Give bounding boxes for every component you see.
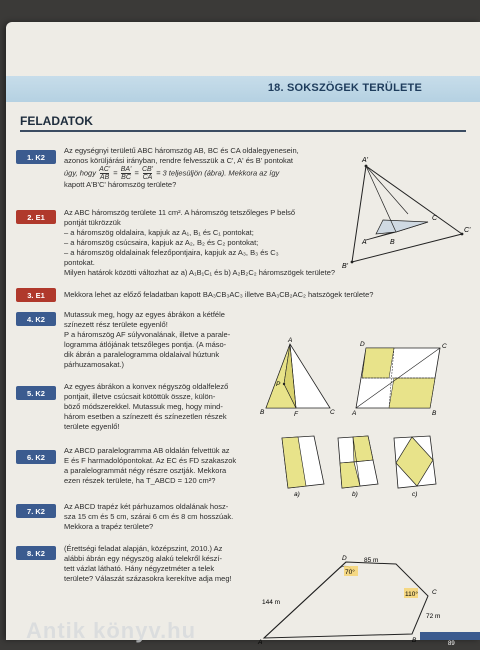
page-number-tab: 89 <box>420 632 480 640</box>
svg-text:A: A <box>258 639 263 646</box>
svg-text:b): b) <box>352 491 358 498</box>
task-badge: 1. K2 <box>16 150 56 164</box>
task-text: (Érettségi feladat alapján, középszint, 2010.) Az alábbi ábrán egy négyszög alakú telekről készí- tett vázlat látható. Hány négyzetméter a telek területe? Válaszát százasokra kerekítve adja meg! <box>64 544 232 583</box>
svg-text:D: D <box>360 341 365 348</box>
svg-text:B: B <box>260 409 265 416</box>
task-badge: 3. E1 <box>16 288 56 302</box>
svg-text:F: F <box>294 411 298 418</box>
land-plot-figure <box>256 554 456 644</box>
watermark-text: Antik könyv.hu <box>26 618 197 643</box>
svg-text:B: B <box>432 410 437 417</box>
task-badge: 6. K2 <box>16 450 56 464</box>
triangle-median-figure <box>260 338 340 418</box>
section-title: FELADATOK <box>20 114 93 128</box>
task-badge: 7. K2 <box>16 504 56 518</box>
svg-text:144 m: 144 m <box>262 599 281 606</box>
svg-text:C: C <box>442 343 447 350</box>
svg-text:C: C <box>330 409 335 416</box>
task-text: Az egységnyi területű ABC háromszög AB, BC és CA oldalegyenesein, azonos körüljárási irányban, rendre felvesszük a C', A' és B' pontokat úgy, hogy $\frac{AC'}{AB}$ = $\frac{BA'}{BC}$ = $\frac{CB'}{CA}$ = 3 teljesüljön (ábra). Mekkora az így kapott A'B'C' háromszög területe? <box>64 146 299 189</box>
textbook-page <box>6 22 480 647</box>
task-badge: 8. K2 <box>16 546 56 560</box>
vertex-label: C <box>432 215 438 222</box>
svg-text:110°: 110° <box>405 591 418 598</box>
quadrilateral-figure-b <box>334 434 386 496</box>
quadrilateral-figure-c <box>390 434 444 496</box>
quadrilateral-figure-a <box>276 434 330 496</box>
chapter-title: 18. SOKSZÖGEK TERÜLETE <box>267 82 422 94</box>
task-text: Az egyes ábrákon a konvex négyszög oldalfelező pontjait, illetve csúcsait kötöttük össze, külön- böző módszerekkel. Mutassuk meg, hogy mind- három esetben a színezett és színezetlen részek területe egyenlő! <box>64 382 229 431</box>
svg-text:A: A <box>352 410 357 417</box>
task-text: Mekkora lehet az előző feladatban kapott BA₃CB₃AC₃ illetve BA₃CB₂AC₂ hatszögek területe? <box>64 290 374 299</box>
task-text: Mutassuk meg, hogy az egyes ábrákon a kétféle színezett rész területe egyenlő! P a háromszög AF súlyvonalának, illetve a parale- logramma átlójának tetszőleges pontja. (A máso- dik ábrán a paralelogramma oldalaival húztunk párhuzamosakat.) <box>64 310 231 369</box>
svg-text:C: C <box>432 589 437 596</box>
svg-text:B: B <box>412 637 417 644</box>
svg-text:P: P <box>276 381 281 388</box>
svg-text:85 m: 85 m <box>364 557 379 564</box>
vertex-label: B <box>390 239 395 246</box>
section-divider <box>20 130 466 132</box>
vertex-label: A' <box>362 157 369 164</box>
task-text: Az ABCD paralelogramma AB oldalán felvettük az E és F harmadolópontokat. Az EC és FD szakaszok a paralelogrammát négy részre osztják. Mekkora ezen részek területe, ha T_ABCD = 120 cm²? <box>64 446 237 485</box>
svg-text:70°: 70° <box>345 569 355 576</box>
task-text: Az ABC háromszög területe 11 cm². A háromszög tetszőleges P belső pontját tükrözzük – a háromszög oldalaira, kapjuk az A₁, B₁ és C₁ pontokat; – a háromszög csúcsaira, kapjuk az A₂, B₂ és C₂ pontokat; – a háromszög oldalainak felezőpontjaira, kapjuk az A₃, B₃ és C₃ pontokat. Milyen határok közötti változhat az a) A₁B₁C₁ és b) A₂B₂C₂ háromszögek területe? <box>64 208 336 277</box>
task-badge: 2. E1 <box>16 210 56 224</box>
vertex-label: C' <box>464 227 471 234</box>
vertex-label: A <box>362 239 367 246</box>
task-badge: 4. K2 <box>16 312 56 326</box>
fraction: $\frac{BA'}{BC}$ <box>120 166 132 181</box>
svg-text:72 m: 72 m <box>426 613 441 620</box>
svg-text:a): a) <box>294 491 300 498</box>
task-badge: 5. K2 <box>16 386 56 400</box>
vertex-label: B' <box>342 263 349 270</box>
triangle-figure <box>336 154 472 272</box>
svg-text:D: D <box>342 555 347 562</box>
parallelogram-figure <box>352 340 452 416</box>
task-text: Az ABCD trapéz két párhuzamos oldalának hosz- sza 15 cm és 5 cm, szárai 6 cm és 8 cm hosszúak. Mekkora a trapéz területe? <box>64 502 234 531</box>
fraction: $\frac{CB'}{CA}$ <box>141 166 153 181</box>
fraction: $\frac{AC'}{AB}$ <box>99 166 111 181</box>
svg-text:A: A <box>288 337 293 344</box>
svg-text:c): c) <box>412 491 418 498</box>
